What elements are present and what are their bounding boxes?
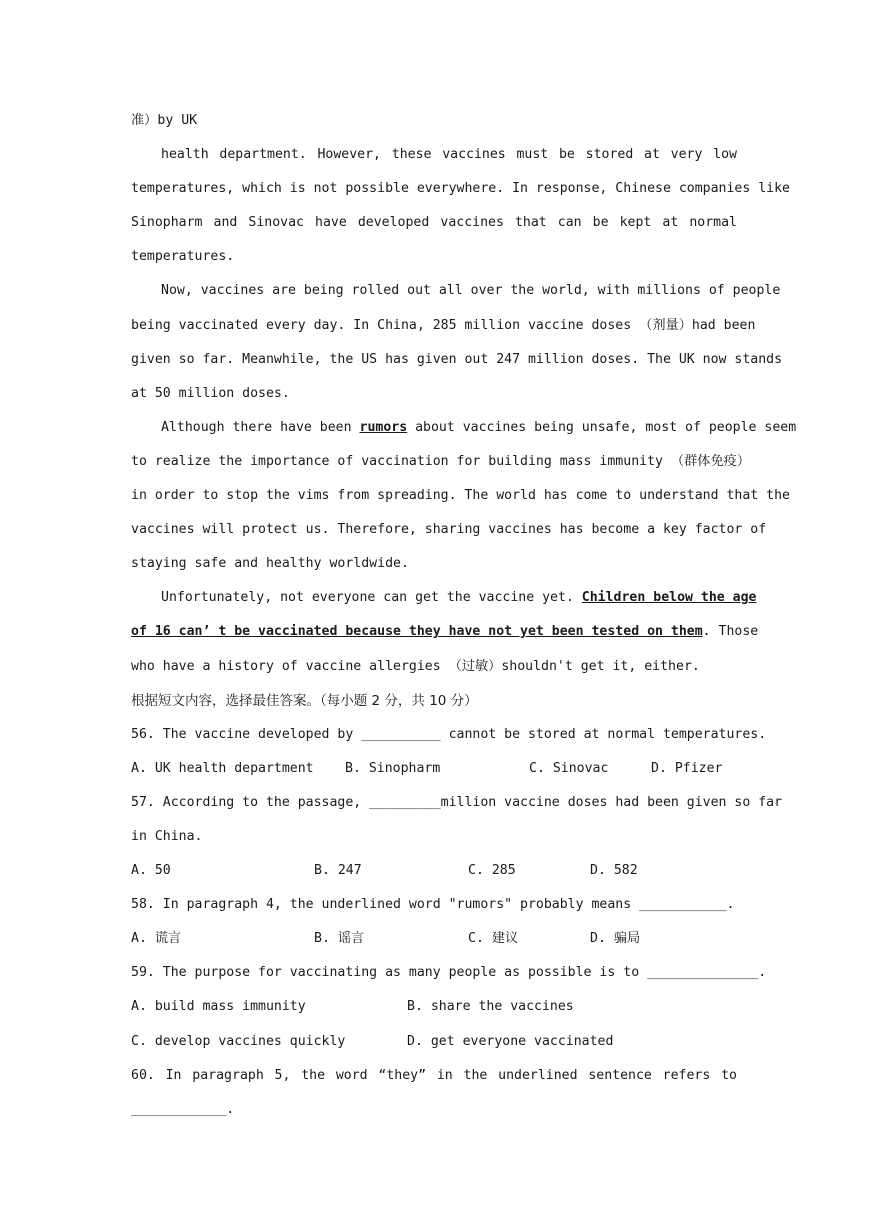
passage-text: Unfortunately, not everyone can get the vaccine yet.	[161, 590, 582, 606]
question-57	[131, 786, 783, 820]
q57-options	[131, 854, 737, 888]
passage-line: temperatures, which is not possible everywhere. In response, Chinese companies like	[131, 181, 790, 197]
passage-line: who have a history of vaccine allergies （过敏）shouldn't get it, either.	[131, 658, 700, 674]
option-a[interactable]: A. build mass immunity	[131, 999, 306, 1015]
passage-line: 准）by UK	[131, 113, 198, 128]
option-b[interactable]: B. 谣言	[314, 931, 365, 947]
option-a[interactable]: A. 50	[131, 863, 171, 879]
passage-line: health department. However, these vaccines must be stored at very low	[161, 147, 737, 163]
q58-options	[131, 922, 737, 956]
underlined-sentence: of 16 can’ t be vaccinated because they have not yet been tested on them	[131, 624, 703, 640]
question-text: 57. According to the passage,	[131, 794, 370, 810]
passage-line: Sinopharm and Sinovac have developed vaccines that can be kept at normal	[131, 215, 737, 231]
passage-line: Now, vaccines are being rolled out all over the world, with millions of people	[161, 283, 781, 299]
q59-options-row2	[131, 1025, 737, 1059]
option-b[interactable]: B. Sinopharm	[345, 760, 441, 776]
passage-line: in order to stop the vims from spreading. The world has come to understand that the	[131, 488, 790, 504]
question-text: million vaccine doses had been given so far	[440, 794, 783, 810]
passage-line	[131, 411, 797, 445]
option-c[interactable]: C. develop vaccines quickly	[131, 1033, 346, 1049]
answer-blank[interactable]: ____________.	[131, 1101, 235, 1117]
passage-line: vaccines will protect us. Therefore, sharing vaccines has become a key factor of	[131, 522, 767, 538]
option-d[interactable]: D. 582	[590, 863, 638, 879]
question-56	[131, 718, 767, 752]
question-60: 60. In paragraph 5, the word “they” in the underlined sentence refers to	[131, 1067, 737, 1083]
passage-line: temperatures.	[131, 249, 235, 265]
passage-text: about vaccines being unsafe, most of people seem	[407, 419, 797, 435]
option-b[interactable]: B. 247	[314, 863, 362, 879]
exam-page	[131, 104, 797, 1127]
passage-line: staying safe and healthy worldwide.	[131, 556, 409, 572]
option-c[interactable]: C. Sinovac	[529, 760, 609, 776]
question-59: 59. The purpose for vaccinating as many people as possible is to ______________.	[131, 965, 767, 981]
underlined-word-rumors: rumors	[359, 419, 408, 435]
passage-line: being vaccinated every day. In China, 285 million vaccine doses （剂量）had been	[131, 317, 756, 333]
passage-line: to realize the importance of vaccination for building mass immunity （群体免疫）	[131, 453, 751, 469]
passage-line: given so far. Meanwhile, the US has given out 247 million doses. The UK now stands	[131, 351, 783, 367]
question-text: 56. The vaccine developed by	[131, 726, 362, 742]
q59-options-row1	[131, 990, 737, 1024]
option-d[interactable]: D. get everyone vaccinated	[407, 1033, 614, 1049]
option-c[interactable]: C. 285	[468, 863, 516, 879]
question-text: cannot be stored at normal temperatures.	[440, 726, 767, 742]
instructions: 根据短文内容，选择最佳答案。（每小题 2 分，共 10 分）	[131, 692, 478, 709]
question-57-line2: in China.	[131, 828, 203, 844]
passage-line: at 50 million doses.	[131, 385, 290, 401]
passage-text: . Those	[702, 624, 759, 640]
passage-text: Although there have been	[161, 419, 360, 435]
underlined-sentence: Children below the age	[581, 590, 757, 606]
option-d[interactable]: D. Pfizer	[651, 760, 723, 776]
option-d[interactable]: D. 骗局	[590, 931, 641, 947]
q56-options	[131, 752, 737, 786]
question-58: 58. In paragraph 4, the underlined word "rumors" probably means ___________.	[131, 897, 735, 913]
option-a[interactable]: A. UK health department	[131, 760, 314, 776]
passage-line	[131, 615, 759, 649]
option-a[interactable]: A. 谎言	[131, 931, 182, 947]
option-c[interactable]: C. 建议	[468, 931, 519, 947]
option-b[interactable]: B. share the vaccines	[407, 999, 574, 1015]
answer-blank[interactable]: __________	[361, 726, 441, 742]
passage-line	[131, 581, 757, 615]
answer-blank[interactable]: _________	[369, 794, 441, 810]
